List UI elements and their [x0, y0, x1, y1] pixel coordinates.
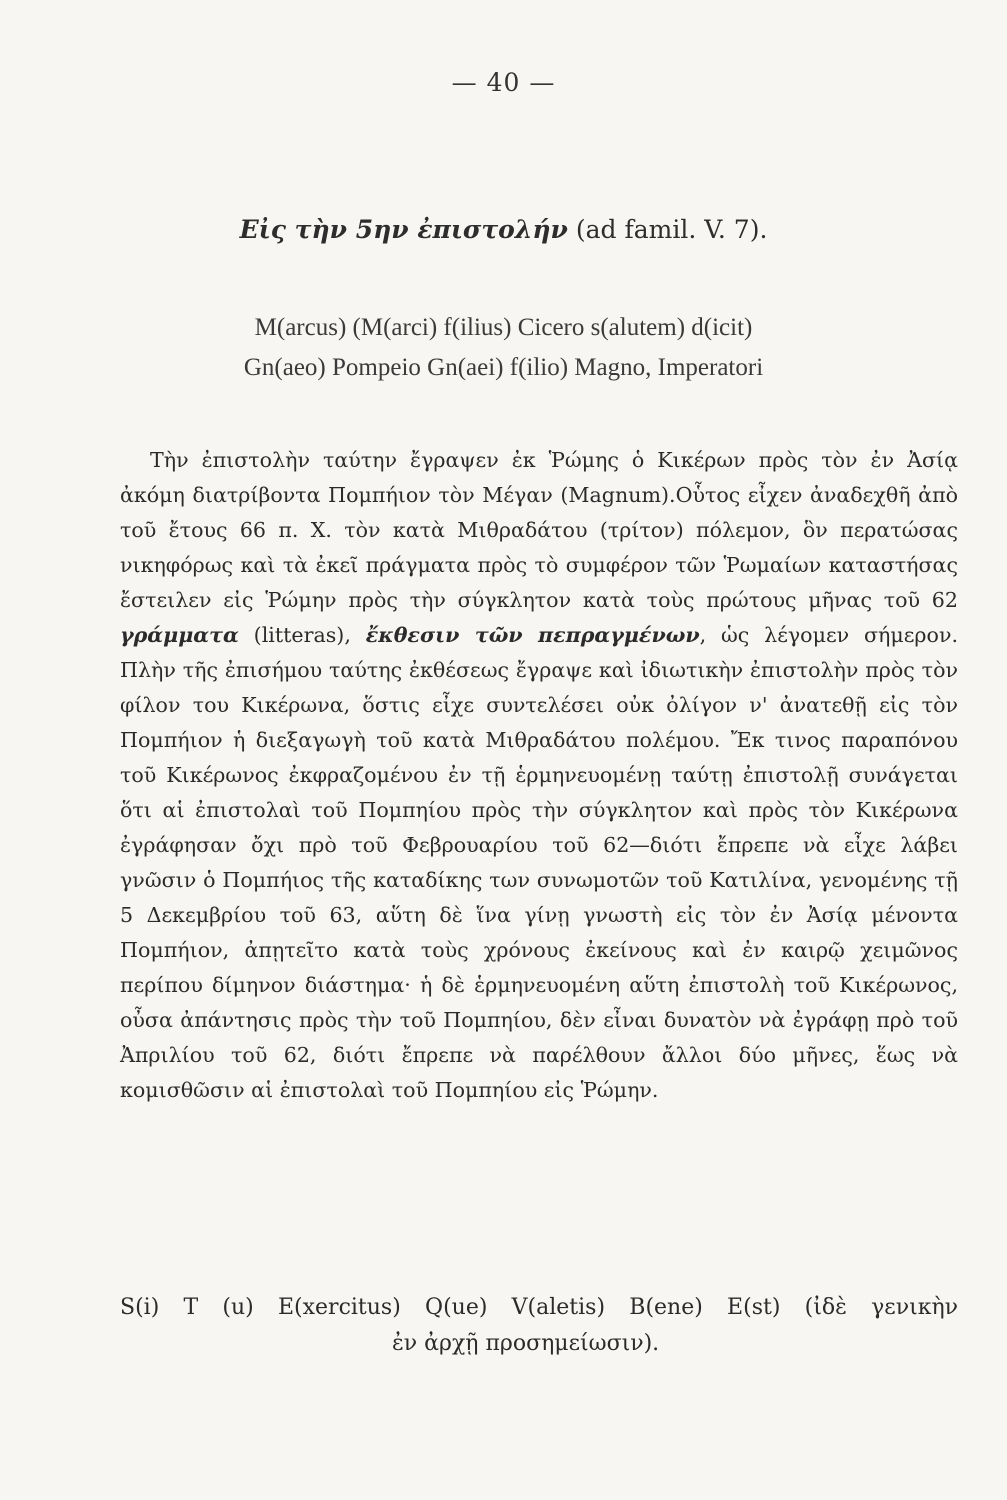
closing-line-2: ἐν ἀρχῇ προσημείωσιν). — [392, 1331, 660, 1356]
heading-greek-title: Εἰς τὴν 5ην ἐπιστολήν — [239, 215, 568, 244]
body-segment-3: , ὡς λέγομεν σήμερον. Πλὴν τῆς ἐπισήμου ταύτης ἐκθέσεως ἔγραψε καὶ ἰδιωτικὴν ἐπιστολὴν πρὸς τὸν φίλον του Κικέρωνα, ὅστις εἶχε συντελέσει οὐκ ὀλίγον ν' ἀνατεθῇ εἰς τὸν Πομπήιον ἡ διεξαγωγὴ τοῦ κατὰ Μιθραδάτου πολέμου. Ἔκ τινος παραπόνου τοῦ Κικέρωνος ἐκφραζομένου ἐν τῇ ἑρμηνευομένῃ ταύτῃ ἐπιστολῇ συνάγεται ὅτι αἱ ἐπιστολαὶ τοῦ Πομπηίου πρὸς τὴν σύγκλητον καὶ πρὸς τὸν Κικέρωνα ἐγράφησαν ὄχι πρὸ τοῦ Φεβρουαρίου τοῦ 62—διότι ἔπρεπε νὰ εἶχε λάβει γνῶσιν ὁ Πομπήιος τῆς καταδίκης των συνωμοτῶν τοῦ Κατιλίνα, γενομένης τῇ 5 Δεκεμβρίου τοῦ 63, αὕτη δὲ ἵνα γίνῃ γνωστὴ εἰς τὸν ἐν Ἀσίᾳ μένοντα Πομπήιον, ἀπῃτεῖτο κατὰ τοὺς χρόνους ἐκείνους καὶ ἐν καιρῷ χειμῶνος περίπου δίμηνον διάστημα· ἡ δὲ ἑρμηνευομένη αὕτη ἐπιστολὴ τοῦ Κικέρωνος, οὖσα ἀπάντησις πρὸς τὴν τοῦ Πομπηίου, δὲν εἶναι δυνατὸν νὰ ἐγράφῃ πρὸ τοῦ Ἀπριλίου τοῦ 62, διότι ἔπρεπε νὰ παρέλθουν ἄλλοι δύο μῆνες, ἕως νὰ κομισθῶσιν αἱ ἐπιστολαὶ τοῦ Πομπηίου εἰς Ῥώμην. — [120, 623, 959, 1102]
page-number: — 40 — — [451, 68, 556, 97]
body-emphasis-ekthesin: ἔκθεσιν τῶν πεπραγμένων — [365, 623, 700, 647]
body-segment-2: (litteras), — [238, 623, 366, 647]
closing-line-1: S(i) T (u) E(xercitus) Q(ue) V(aletis) B(ene) E(st) (ἰδὲ γενικὴν — [120, 1295, 958, 1320]
body-segment-1: Τὴν ἐπιστολὴν ταύτην ἔγραψεν ἐκ Ῥώμης ὁ Κικέρων πρὸς τὸν ἐν Ἀσίᾳ ἀκόμη διατρίβοντα Πομπήιον τὸν Μέγαν (Magnum).Οὗτος εἶχεν ἀναδεχθῆ ἀπὸ τοῦ ἔτους 66 π. Χ. τὸν κατὰ Μιθραδάτου (τρίτον) πόλεμον, ὃν περατώσας νικηφόρως καὶ τὰ ἐκεῖ πράγματα πρὸς τὸ συμφέρον τῶν Ῥωμαίων καταστήσας ἔστειλεν εἰς Ῥώμην πρὸς τὴν σύγκλητον κατὰ τοὺς πρώτους μῆνας τοῦ 62 — [120, 448, 958, 612]
heading-latin-reference: (ad famil. V. 7). — [567, 215, 768, 244]
salutation-line-2: Gn(aeo) Pompeio Gn(aei) f(ilio) Magno, Imperatori — [243, 354, 764, 381]
commentary-paragraph — [120, 443, 958, 1108]
section-heading — [0, 215, 1007, 244]
letter-closing-formula — [120, 1290, 958, 1362]
body-emphasis-grammata: γράμματα — [120, 623, 239, 647]
commentary-body — [120, 443, 958, 1108]
letter-salutation — [0, 308, 1007, 388]
salutation-line-1: M(arcus) (M(arci) f(ilius) Cicero s(alutem) d(icit) — [254, 314, 753, 341]
